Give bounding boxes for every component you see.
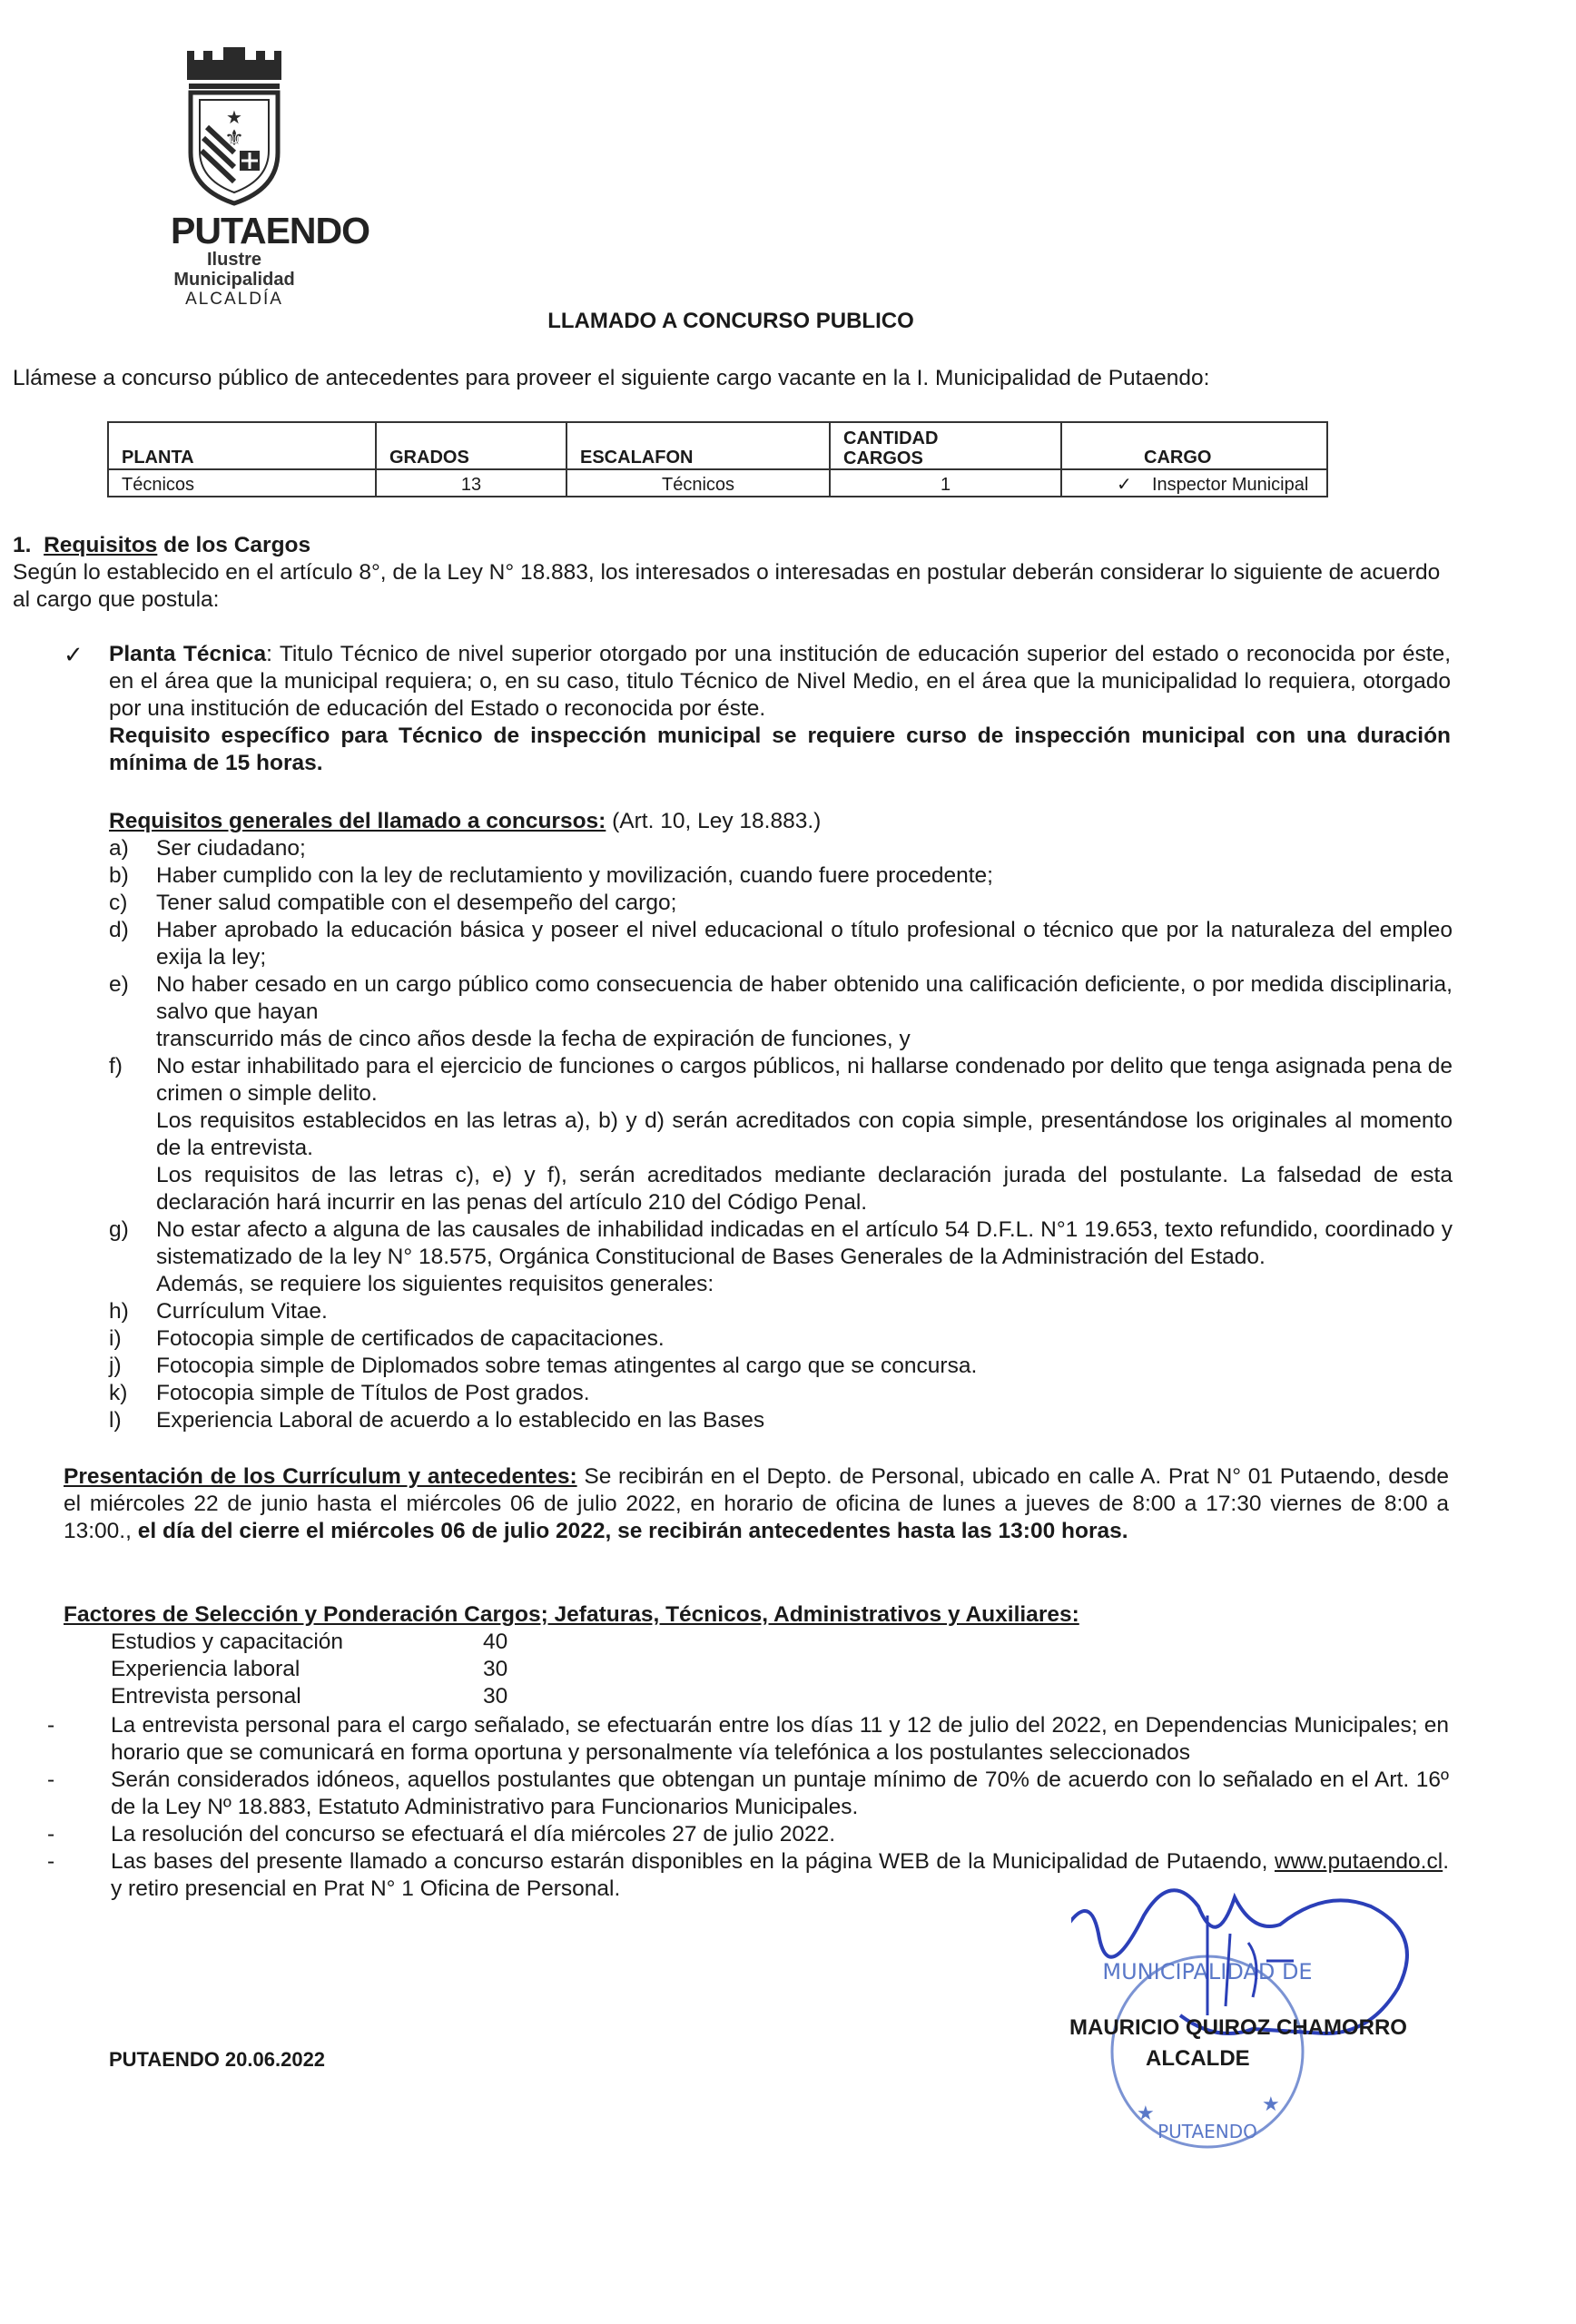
svg-text:★: ★ xyxy=(1137,2102,1155,2125)
table-row xyxy=(108,469,1327,497)
check-icon: ✓ xyxy=(1117,475,1132,495)
item-text: Los requisitos de las letras c), e) y f), serán acreditados mediante declaración jurada del postulante. La falsedad de esta declaración hará incurrir en las penas del artículo 210 del Código Penal. xyxy=(156,1163,1453,1215)
list-item xyxy=(109,862,1453,890)
item-letter: e) xyxy=(109,972,129,997)
place-date: PUTAENDO 20.06.2022 xyxy=(109,2048,326,2071)
factores-bullets xyxy=(47,1712,1449,1903)
bullet-text: Las bases del presente llamado a concurso estarán disponibles en la página WEB de la Municipalidad de Putaendo, xyxy=(111,1849,1275,1874)
requisito-especifico: Requisito específico para Técnico de inspección municipal se requiere curso de inspección municipal con una duración mínima de 15 horas. xyxy=(109,724,1451,775)
item-letter: l) xyxy=(109,1408,122,1433)
website-link[interactable]: www.putaendo.cl xyxy=(1274,1849,1443,1874)
item-text: Tener salud compatible con el desempeño del cargo; xyxy=(156,891,677,915)
bullet-text-after: . y retiro presencial en Prat N° 1 Oficina de Personal. xyxy=(111,1849,1449,1901)
factores-heading: Factores de Selección y Ponderación Cargos; Jefaturas, Técnicos, Administrativos y Auxiliares: xyxy=(64,1602,1079,1627)
presentacion-bold: el día del cierre el miércoles 06 de julio 2022, se recibirán antecedentes hasta las 13:00 horas. xyxy=(137,1519,1128,1543)
municipal-logo xyxy=(171,44,370,310)
item-letter: g) xyxy=(109,1217,129,1242)
section-requisitos xyxy=(13,532,1456,614)
item-text: Experiencia Laboral de acuerdo a lo establecido en las Bases xyxy=(156,1408,765,1433)
item-letter: i) xyxy=(109,1326,122,1351)
item-text: No haber cesado en un cargo público como consecuencia de haber obtenido una calificación deficiente, o por medida disciplinaria, salvo que hayan xyxy=(156,972,1453,1024)
planta-tecnica-label: Planta Técnica xyxy=(109,642,267,666)
item-text: Haber aprobado la educación básica y poseer el nivel educacional o título profesional o técnico que por la naturaleza del empleo exija la ley; xyxy=(156,918,1453,970)
planta-tecnica-text xyxy=(109,641,1451,777)
section-number: 1. xyxy=(13,533,32,557)
presentacion-text: Se recibirán en el Depto. de Personal, ubicado en calle A. Prat N° 01 Putaendo, desde el miércoles 22 de junio hasta el miércoles 06 de julio 2022, en horario de oficina de lunes a jueves de 8:00 a 17:30 viernes de 8:00 a 13:00., xyxy=(64,1464,1449,1543)
list-item xyxy=(47,1712,1449,1767)
list-item xyxy=(109,1298,1453,1325)
list-item xyxy=(109,1108,1453,1162)
table-header-row xyxy=(108,422,1327,469)
logo-office: ALCALDÍA xyxy=(185,290,283,309)
list-item xyxy=(109,1271,1453,1298)
item-letter: j) xyxy=(109,1354,122,1378)
item-text: Además, se requiere los siguientes requisitos generales: xyxy=(156,1272,714,1296)
scores-list xyxy=(111,1629,507,1710)
cell-grados: 13 xyxy=(376,469,566,497)
bullet-text: La resolución del concurso se efectuará el día miércoles 27 de julio 2022. xyxy=(111,1822,836,1846)
requisitos-generales-title: Requisitos generales del llamado a concursos: xyxy=(109,809,606,833)
list-item xyxy=(109,1216,1453,1271)
svg-text:⚜: ⚜ xyxy=(224,125,244,151)
header-cantidad-line2: CARGOS xyxy=(843,448,923,468)
list-item xyxy=(109,1026,1453,1053)
list-item xyxy=(47,1767,1449,1821)
cell-cargo-text: Inspector Municipal xyxy=(1152,475,1309,495)
cell-cargo xyxy=(1061,469,1327,497)
header-cantidad xyxy=(830,422,1061,469)
score-name: Estudios y capacitación xyxy=(111,1630,344,1654)
list-item xyxy=(109,890,1453,917)
header-cargo: CARGO xyxy=(1061,422,1327,469)
intro-paragraph: Llámese a concurso público de antecedentes para proveer el siguiente cargo vacante en la I. Municipalidad de Putaendo: xyxy=(13,366,1210,390)
section-heading-rest: de los Cargos xyxy=(157,533,311,557)
item-letter: a) xyxy=(109,836,129,861)
stamp-bottom-text: PUTAENDO xyxy=(1157,2121,1257,2142)
bullet-dash: - xyxy=(47,1768,55,1792)
list-item xyxy=(109,1053,1453,1108)
item-text: No estar inhabilitado para el ejercicio de funciones o cargos públicos, ni hallarse condenado por delito que tenga asignada pena de crimen o simple delito. xyxy=(156,1054,1453,1106)
requisitos-generales-heading xyxy=(109,808,1453,835)
bullet-text: La entrevista personal para el cargo señalado, se efectuarán entre los días 11 y 12 de julio del 2022, en Dependencias Municipales; en horario que se comunicará en forma oportuna y personalmente vía telefónica a los postulantes seleccionados xyxy=(111,1713,1449,1765)
score-row xyxy=(111,1629,507,1656)
list-item xyxy=(109,1162,1453,1216)
item-letter: k) xyxy=(109,1381,128,1405)
list-item xyxy=(109,917,1453,971)
list-item xyxy=(109,971,1453,1026)
logo-name: PUTAENDO xyxy=(171,210,370,251)
item-text: Ser ciudadano; xyxy=(156,836,306,861)
bullet-dash: - xyxy=(47,1849,55,1874)
svg-text:★: ★ xyxy=(226,106,242,128)
positions-table xyxy=(107,421,1328,497)
requisitos-list xyxy=(109,835,1453,1434)
cell-escalafon: Técnicos xyxy=(566,469,830,497)
header-cantidad-line1: CANTIDAD xyxy=(843,428,939,448)
cell-planta: Técnicos xyxy=(108,469,376,497)
item-letter: h) xyxy=(109,1299,129,1324)
item-text: No estar afecto a alguna de las causales de inhabilidad indicadas en el artículo 54 D.F.L. N°1 19.653, texto refundido, coordinado y sistematizado de la ley N° 18.575, Orgánica Constitucional de Bases Generales de la Administración del Estado. xyxy=(156,1217,1453,1269)
score-name: Entrevista personal xyxy=(111,1684,301,1709)
coat-of-arms-icon xyxy=(180,44,289,207)
item-text: Fotocopia simple de Títulos de Post grados. xyxy=(156,1381,590,1405)
planta-tecnica-body: : Titulo Técnico de nivel superior otorgado por una institución de educación superior del estado o reconocida por éste, en el área que la municipal requiera; o, en su caso, titulo Técnico de Nivel Medio, en el área que la municipalidad lo requiera, otorgado por una institución de educación del Estado o reconocida por éste. xyxy=(109,642,1452,721)
item-text: Fotocopia simple de certificados de capacitaciones. xyxy=(156,1326,665,1351)
list-item xyxy=(109,835,1453,862)
section-heading xyxy=(13,532,1456,559)
check-icon: ✓ xyxy=(64,641,84,668)
bullet-dash: - xyxy=(47,1822,55,1846)
item-text: Los requisitos establecidos en las letras a), b) y d) serán acreditados con copia simple, presentándose los originales al momento de la entrevista. xyxy=(156,1108,1453,1160)
score-value: 30 xyxy=(483,1657,508,1681)
bullet-dash: - xyxy=(47,1713,55,1738)
planta-tecnica-block xyxy=(64,641,1451,777)
score-value: 30 xyxy=(483,1684,508,1709)
presentacion-heading: Presentación de los Currículum y antecedentes: xyxy=(64,1464,577,1489)
section-heading-underlined: Requisitos xyxy=(44,533,158,557)
requisitos-generales-ref: (Art. 10, Ley 18.883.) xyxy=(606,809,822,833)
signer-name: MAURICIO QUIROZ CHAMORRO xyxy=(1069,2015,1407,2040)
header-planta: PLANTA xyxy=(108,422,376,469)
score-row xyxy=(111,1656,507,1683)
item-letter: c) xyxy=(109,891,128,915)
list-item xyxy=(109,1325,1453,1353)
item-text: Currículum Vitae. xyxy=(156,1299,328,1324)
logo-subtitle: Ilustre Municipalidad xyxy=(173,250,295,290)
item-letter: f) xyxy=(109,1054,123,1078)
list-item xyxy=(47,1821,1449,1848)
stamp-top-text: MUNICIPALIDAD DE xyxy=(1102,1959,1313,1984)
signer-title: ALCALDE xyxy=(1146,2046,1250,2071)
presentacion-paragraph xyxy=(64,1463,1449,1545)
list-item xyxy=(109,1353,1453,1380)
bullet-text: Serán considerados idóneos, aquellos postulantes que obtengan un puntaje mínimo de 70% de acuerdo con lo señalado en el Art. 16º de la Ley Nº 18.883, Estatuto Administrativo para Funcionarios Municipales. xyxy=(111,1768,1449,1819)
header-grados: GRADOS xyxy=(376,422,566,469)
item-letter: b) xyxy=(109,863,129,888)
list-item xyxy=(109,1380,1453,1407)
item-letter: d) xyxy=(109,918,129,942)
cell-cantidad: 1 xyxy=(830,469,1061,497)
score-name: Experiencia laboral xyxy=(111,1657,300,1681)
item-text: Haber cumplido con la ley de reclutamiento y movilización, cuando fuere procedente; xyxy=(156,863,993,888)
list-item xyxy=(109,1407,1453,1434)
svg-text:★: ★ xyxy=(1262,2093,1280,2116)
score-value: 40 xyxy=(483,1630,508,1654)
item-text: transcurrido más de cinco años desde la fecha de expiración de funciones, y xyxy=(156,1027,911,1051)
header-escalafon: ESCALAFON xyxy=(566,422,830,469)
section-text: Según lo establecido en el artículo 8°, de la Ley N° 18.883, los interesados o interesadas en postular deberán considerar lo siguiente de acuerdo al cargo que postula: xyxy=(13,560,1441,612)
score-row xyxy=(111,1683,507,1710)
page-title: LLAMADO A CONCURSO PUBLICO xyxy=(547,309,914,333)
bullets-container xyxy=(47,1712,1449,1848)
item-text: Fotocopia simple de Diplomados sobre temas atingentes al cargo que se concursa. xyxy=(156,1354,978,1378)
